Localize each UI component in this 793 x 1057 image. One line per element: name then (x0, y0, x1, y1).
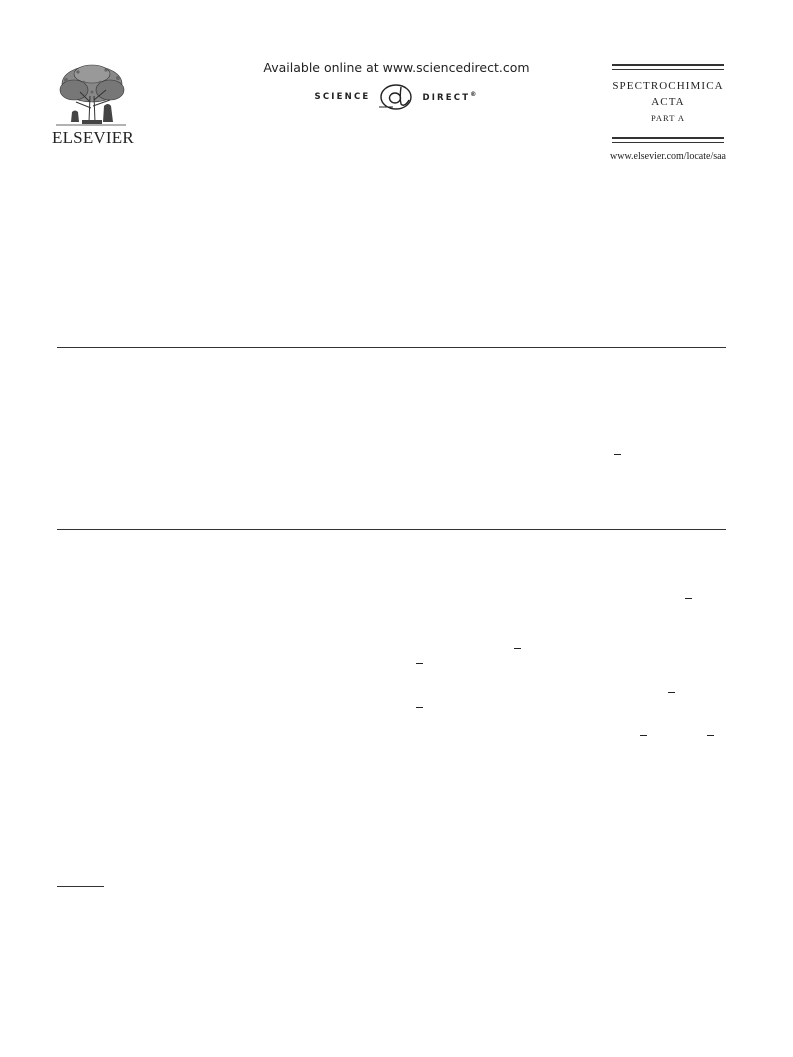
overbar-mark (514, 648, 521, 649)
overbar-mark (640, 735, 647, 736)
journal-part: PART A (650, 113, 686, 123)
overbar-mark (668, 692, 675, 693)
abstract-rule-bottom (57, 529, 726, 530)
overbar-mark (416, 663, 423, 664)
publisher-logo-text: ELSEVIER (52, 128, 134, 147)
journal-rule-top (612, 64, 724, 70)
overbar-mark (707, 735, 714, 736)
at-sign-icon (376, 82, 416, 112)
journal-rule-bottom (612, 137, 724, 143)
sciencedirect-left-word: SCIENCE (314, 92, 371, 102)
sciencedirect-right-word: DIRECT® (422, 91, 479, 103)
journal-title-line2: ACTA (651, 96, 685, 108)
journal-title-line1: SPECTROCHIMICA (612, 80, 724, 92)
journal-url: www.elsevier.com/locate/saa (610, 151, 726, 162)
available-online-text: Available online at www.sciencedirect.com (263, 60, 530, 75)
footnote-rule (57, 886, 104, 887)
abstract-rule-top (57, 347, 726, 348)
overbar-mark (614, 454, 621, 455)
overbar-mark (416, 707, 423, 708)
overbar-mark (685, 598, 692, 599)
